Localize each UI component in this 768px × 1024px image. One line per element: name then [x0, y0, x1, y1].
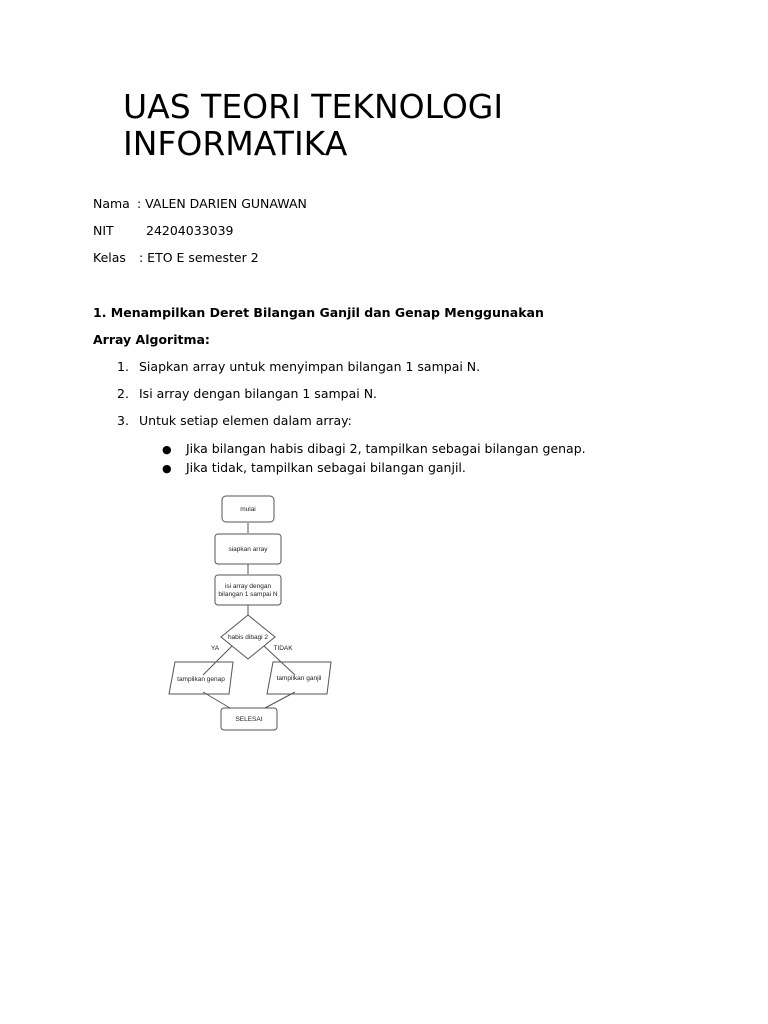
step-number: 1.: [117, 359, 129, 374]
end-label: SELESAI: [235, 716, 263, 723]
title-line-1: UAS TEORI TEKNOLOGI: [123, 87, 504, 126]
step1-label: siapkan array: [228, 546, 268, 553]
process-box: [215, 575, 281, 605]
bullet-item-2: [162, 460, 466, 475]
decision-label: habis dibagi 2: [227, 634, 269, 641]
step-3: [117, 413, 352, 428]
step2-label-line2: bilangan 1 sampai N: [218, 591, 278, 598]
step-text: Isi array dengan bilangan 1 sampai N.: [139, 386, 378, 401]
title-line-2: INFORMATIKA: [123, 124, 348, 163]
bullet-icon: ●: [162, 443, 172, 456]
nit-value: 24204033039: [146, 223, 234, 238]
bullet-icon: ●: [162, 462, 172, 475]
step-text: Untuk setiap elemen dalam array:: [139, 413, 352, 428]
step-number: 2.: [117, 386, 129, 401]
flowchart: [165, 488, 337, 734]
step-number: 3.: [117, 413, 129, 428]
step-text: Siapkan array untuk menyimpan bilangan 1 sampai N.: [139, 359, 481, 374]
document-title: [123, 88, 683, 162]
class-value: : ETO E semester 2: [139, 250, 259, 265]
class-label: Kelas: [93, 250, 126, 265]
step2-label-line1: isi array dengan: [224, 583, 272, 590]
odd-output-label: tampilkan ganjil: [276, 675, 322, 682]
start-label: mulai: [240, 506, 256, 513]
name-row: [93, 196, 307, 211]
bullet-item-1: [162, 441, 586, 456]
no-label: TIDAK: [273, 645, 293, 652]
name-value: : VALEN DARIEN GUNAWAN: [137, 196, 307, 211]
section-subheading: Array Algoritma:: [93, 332, 210, 347]
step-2: [117, 386, 377, 401]
section-heading: 1. Menampilkan Deret Bilangan Ganjil dan Genap Menggunakan: [93, 305, 544, 320]
even-output-label: tampilkan genap: [177, 676, 225, 683]
nit-row: [93, 223, 234, 238]
class-row: [93, 250, 259, 265]
bullet-text: Jika tidak, tampilkan sebagai bilangan ganjil.: [186, 460, 466, 475]
step-1: [117, 359, 480, 374]
nit-label: NIT: [93, 223, 114, 238]
yes-label: YA: [210, 645, 220, 652]
name-label: Nama: [93, 196, 130, 211]
bullet-text: Jika bilangan habis dibagi 2, tampilkan sebagai bilangan genap.: [186, 441, 586, 456]
